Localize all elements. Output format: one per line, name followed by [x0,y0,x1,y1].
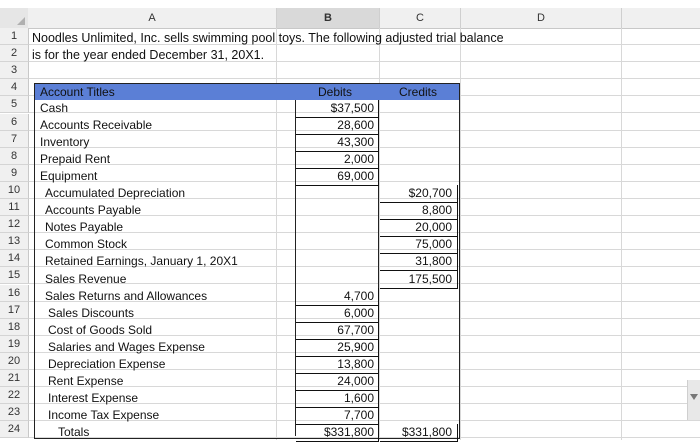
account-title[interactable]: Cost of Goods Sold [48,322,153,337]
vertical-scrollbar[interactable] [687,380,700,420]
debit-cell-border [296,117,379,135]
header-credits[interactable]: Credits [398,85,437,99]
scroll-down-icon[interactable] [690,394,698,400]
credit-amount[interactable]: 175,500 [408,271,452,286]
debit-amount[interactable]: 6,000 [343,305,374,320]
totals-label[interactable]: Totals [58,424,90,439]
debit-cell-border [296,168,379,186]
debit-cell-border [296,373,379,391]
row-header[interactable]: 12 [0,216,29,233]
credit-amount[interactable]: 31,800 [415,254,452,269]
account-title[interactable]: Equipment [40,169,98,184]
debit-amount[interactable]: 24,000 [337,373,374,388]
row-header[interactable]: 6 [0,114,29,131]
grid-column-line [621,28,622,440]
row-header[interactable]: 9 [0,165,29,182]
row-header[interactable]: 19 [0,336,29,353]
account-title[interactable]: Depreciation Expense [48,356,166,371]
account-title[interactable]: Sales Revenue [45,271,127,286]
debit-cell-border [296,424,379,442]
credit-cell-border [380,185,458,203]
column-header-e[interactable] [622,8,700,28]
row-header[interactable]: 20 [0,353,29,370]
account-title[interactable]: Accumulated Depreciation [45,186,186,201]
grid-column-line [460,28,461,440]
credit-cell-border [380,271,458,289]
debit-amount[interactable]: 25,900 [337,339,374,354]
row-header[interactable]: 16 [0,285,29,302]
debit-cell-border [296,390,379,408]
row-header[interactable]: 18 [0,319,29,336]
account-title[interactable]: Sales Discounts [48,305,135,320]
credit-amount[interactable]: 75,000 [415,237,452,252]
row-header[interactable]: 21 [0,370,29,387]
row-header[interactable]: 1 [0,28,29,45]
account-title[interactable]: Notes Payable [45,220,124,235]
row-header[interactable]: 7 [0,131,29,148]
intro-line-2[interactable]: is for the year ended December 31, 20X1. [32,48,265,62]
debit-cell-border [296,356,379,374]
row-header[interactable]: 3 [0,62,29,79]
row-header[interactable]: 24 [0,421,29,438]
row-header[interactable]: 4 [0,79,29,96]
row-header[interactable]: 15 [0,267,29,284]
account-title[interactable]: Income Tax Expense [48,407,160,422]
row-header[interactable]: 13 [0,233,29,250]
debit-cell-border [296,134,379,152]
credit-cell-border [380,253,458,271]
debit-cell-border [296,151,379,169]
account-title[interactable]: Prepaid Rent [40,152,111,167]
debit-cell-border [296,288,379,306]
account-title[interactable]: Accounts Receivable [40,118,153,133]
row-header[interactable]: 2 [0,45,29,62]
credit-amount[interactable]: 8,800 [421,203,452,218]
account-title[interactable]: Accounts Payable [45,203,142,218]
debit-cell-border [296,100,379,118]
account-title[interactable]: Inventory [40,135,90,150]
row-header[interactable]: 22 [0,387,29,404]
debit-amount[interactable]: 69,000 [337,169,374,184]
row-header[interactable]: 17 [0,302,29,319]
debit-amount[interactable]: 7,700 [343,407,374,422]
row-header[interactable]: 14 [0,250,29,267]
column-header-a[interactable]: A [28,8,277,28]
select-all-corner[interactable] [0,8,28,28]
debit-cell-border [296,339,379,357]
credit-cell-border [380,219,458,237]
account-title[interactable]: Retained Earnings, January 1, 20X1 [45,254,238,269]
column-header-d[interactable]: D [461,8,622,28]
header-account-titles[interactable]: Account Titles [40,85,115,99]
account-title[interactable]: Salaries and Wages Expense [48,339,205,354]
debit-cell-border [296,407,379,425]
row-header[interactable]: 8 [0,148,29,165]
header-debits[interactable]: Debits [317,85,352,99]
debit-amount[interactable]: $331,800 [323,424,374,439]
credit-cell-border [380,202,458,220]
account-title[interactable]: Rent Expense [48,373,124,388]
debit-amount[interactable]: $37,500 [330,101,374,115]
debit-amount[interactable]: 13,800 [337,356,374,371]
row-header[interactable]: 5 [0,96,29,113]
debit-cell-border [296,305,379,323]
column-header-bar [0,8,700,29]
debit-amount[interactable]: 1,600 [343,390,374,405]
grid-row-line [29,62,700,79]
debit-amount[interactable]: 2,000 [343,152,374,167]
credit-cell-border [380,236,458,254]
account-title[interactable]: Common Stock [45,237,128,252]
debit-amount[interactable]: 43,300 [337,135,374,150]
credit-amount[interactable]: $20,700 [408,186,452,201]
row-header[interactable]: 10 [0,182,29,199]
row-header[interactable]: 23 [0,404,29,421]
credit-amount[interactable]: 20,000 [415,220,452,235]
debit-amount[interactable]: 4,700 [343,288,374,303]
column-header-c[interactable]: C [380,8,461,28]
account-title[interactable]: Interest Expense [48,390,139,405]
account-title[interactable]: Cash [40,101,69,115]
account-title[interactable]: Sales Returns and Allowances [45,288,208,303]
credit-cell-border [380,424,458,442]
row-header[interactable]: 11 [0,199,29,216]
credit-amount[interactable]: $331,800 [401,424,452,439]
debit-cell-border [296,322,379,340]
debit-amount[interactable]: 67,700 [337,322,374,337]
intro-line-1[interactable]: Noodles Unlimited, Inc. sells swimming pool toys. The following adjusted trial balance [32,31,504,45]
debit-amount[interactable]: 28,600 [337,118,374,133]
column-header-b[interactable]: B [277,8,380,28]
